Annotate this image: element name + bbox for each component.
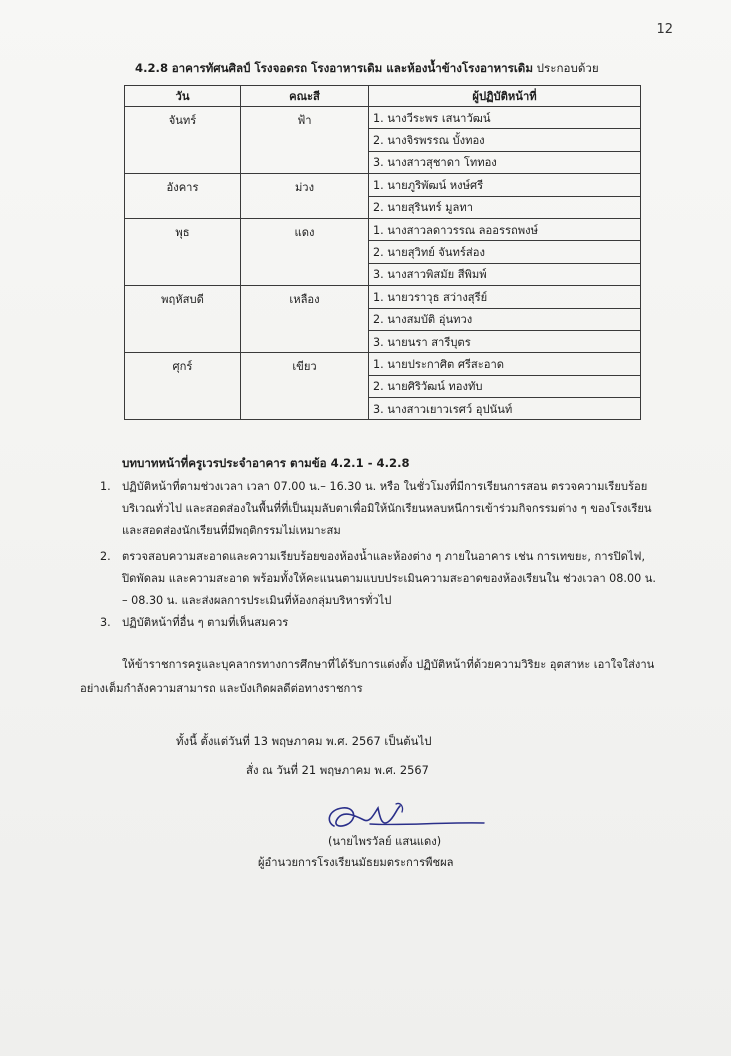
signer-title: ผู้อำนวยการโรงเรียนมัธยมตระการพืชผล [258,856,454,869]
table-header-row [125,86,641,107]
section-heading [135,60,675,78]
day-cell: ศุกร์ [125,353,241,420]
header-day: วัน [125,86,241,107]
list-item [100,476,660,542]
color-team-cell: แดง [241,218,369,285]
list-item-text: ปฏิบัติหน้าที่อื่น ๆ ตามที่เห็นสมควร [122,616,289,629]
list-item-number: 2. [100,550,111,563]
table-row [125,107,641,129]
table-row [125,286,641,308]
order-date: สั่ง ณ วันที่ 21 พฤษภาคม พ.ศ. 2567 [246,763,429,777]
day-cell: จันทร์ [125,107,241,174]
day-cell: อังคาร [125,174,241,219]
list-item-text: ตรวจสอบความสะอาดและความเรียบร้อยของห้องน้ำและห้องต่าง ๆ ภายในอาคาร เช่น การเทขยะ, การปิดไฟ, ปิดพัดลม และความสะอาด พร้อมทั้งให้คะแนนตามแบบประเมินความสะอาดของห้องเรียนใน ช่วงเวลา 08.00 น. – 08.30 น. และส่งผลการประเมินที่ห้องกลุ่มบริหารทั่วไป [122,550,656,607]
list-item [100,612,660,634]
header-staff: ผู้ปฏิบัติหน้าที่ [369,86,641,107]
table-row [125,218,641,240]
staff-cell: 1. นางสาวลดาวรรณ ลออรรถพงษ์ [369,218,641,240]
color-team-cell: เหลือง [241,286,369,353]
staff-cell: 2. นางสมบัติ อุ่นทวง [369,308,641,330]
staff-cell: 3. นายนรา สารีบุตร [369,330,641,352]
list-item [100,546,660,612]
section-title: อาคารทัศนศิลป์ โรงจอดรถ โรงอาหารเดิม และห้องน้ำข้างโรงอาหารเดิม [171,61,533,75]
color-team-cell: เขียว [241,353,369,420]
duty-schedule-table [124,85,641,420]
table-row [125,174,641,196]
table-row [125,353,641,375]
staff-cell: 1. นางวีระพร เสนาวัฒน์ [369,107,641,129]
roles-heading: บทบาทหน้าที่ครูเวรประจำอาคาร ตามข้อ 4.2.1 - 4.2.8 [122,456,410,470]
staff-cell: 3. นางสาวสุชาดา โททอง [369,151,641,173]
staff-cell: 2. นายสุวิทย์ จันทร์ส่อง [369,241,641,263]
staff-cell: 2. นายสุรินทร์ มูลทา [369,196,641,218]
staff-cell: 2. นายศิริวัฒน์ ทองทับ [369,375,641,397]
section-number: 4.2.8 [135,61,169,75]
day-cell: พฤหัสบดี [125,286,241,353]
staff-cell: 1. นายประกาศิต ศรีสะอาด [369,353,641,375]
staff-cell: 1. นายวราวุธ สว่างสุรีย์ [369,286,641,308]
color-team-cell: ม่วง [241,174,369,219]
color-team-cell: ฟ้า [241,107,369,174]
list-item-number: 3. [100,616,111,629]
staff-cell: 3. นางสาวเยาวเรศว์ อุปนันท์ [369,398,641,420]
header-color-team: คณะสี [241,86,369,107]
closing-paragraph: ให้ข้าราชการครูและบุคลากรทางการศึกษาที่ได้รับการแต่งตั้ง ปฏิบัติหน้าที่ด้วยความวิริยะ อุตสาหะ เอาใจใส่งานอย่างเต็มกำลังความสามารถ และบังเกิดผลดีต่อทางราชการ [80,658,655,695]
effective-date: ทั้งนี้ ตั้งแต่วันที่ 13 พฤษภาคม พ.ศ. 2567 เป็นต้นไป [176,734,432,748]
page-number: 12 [656,22,673,37]
staff-cell: 3. นางสาวพิสมัย สีพิมพ์ [369,263,641,285]
signer-name: (นายไพรวัลย์ แสนแดง) [328,835,442,848]
staff-cell: 2. นางจิรพรรณ บั้งทอง [369,129,641,151]
day-cell: พุธ [125,218,241,285]
section-suffix: ประกอบด้วย [536,61,599,75]
staff-cell: 1. นายภูริพัฒน์ หงษ์ศรี [369,174,641,196]
list-item-number: 1. [100,480,111,493]
list-item-text: ปฏิบัติหน้าที่ตามช่วงเวลา เวลา 07.00 น.– 16.30 น. หรือ ในชั่วโมงที่มีการเรียนการสอน ตรวจความเรียบร้อยบริเวณทั่วไป และสอดส่องในพื้นที่ที่เป็นมุมลับตาเพื่อมิให้นักเรียนหลบหนีการเข้าร่วมกิจกรรมต่าง ๆ ของโรงเรียน และสอดส่องนักเรียนที่มีพฤติกรรมไม่เหมาะสม [122,480,652,537]
